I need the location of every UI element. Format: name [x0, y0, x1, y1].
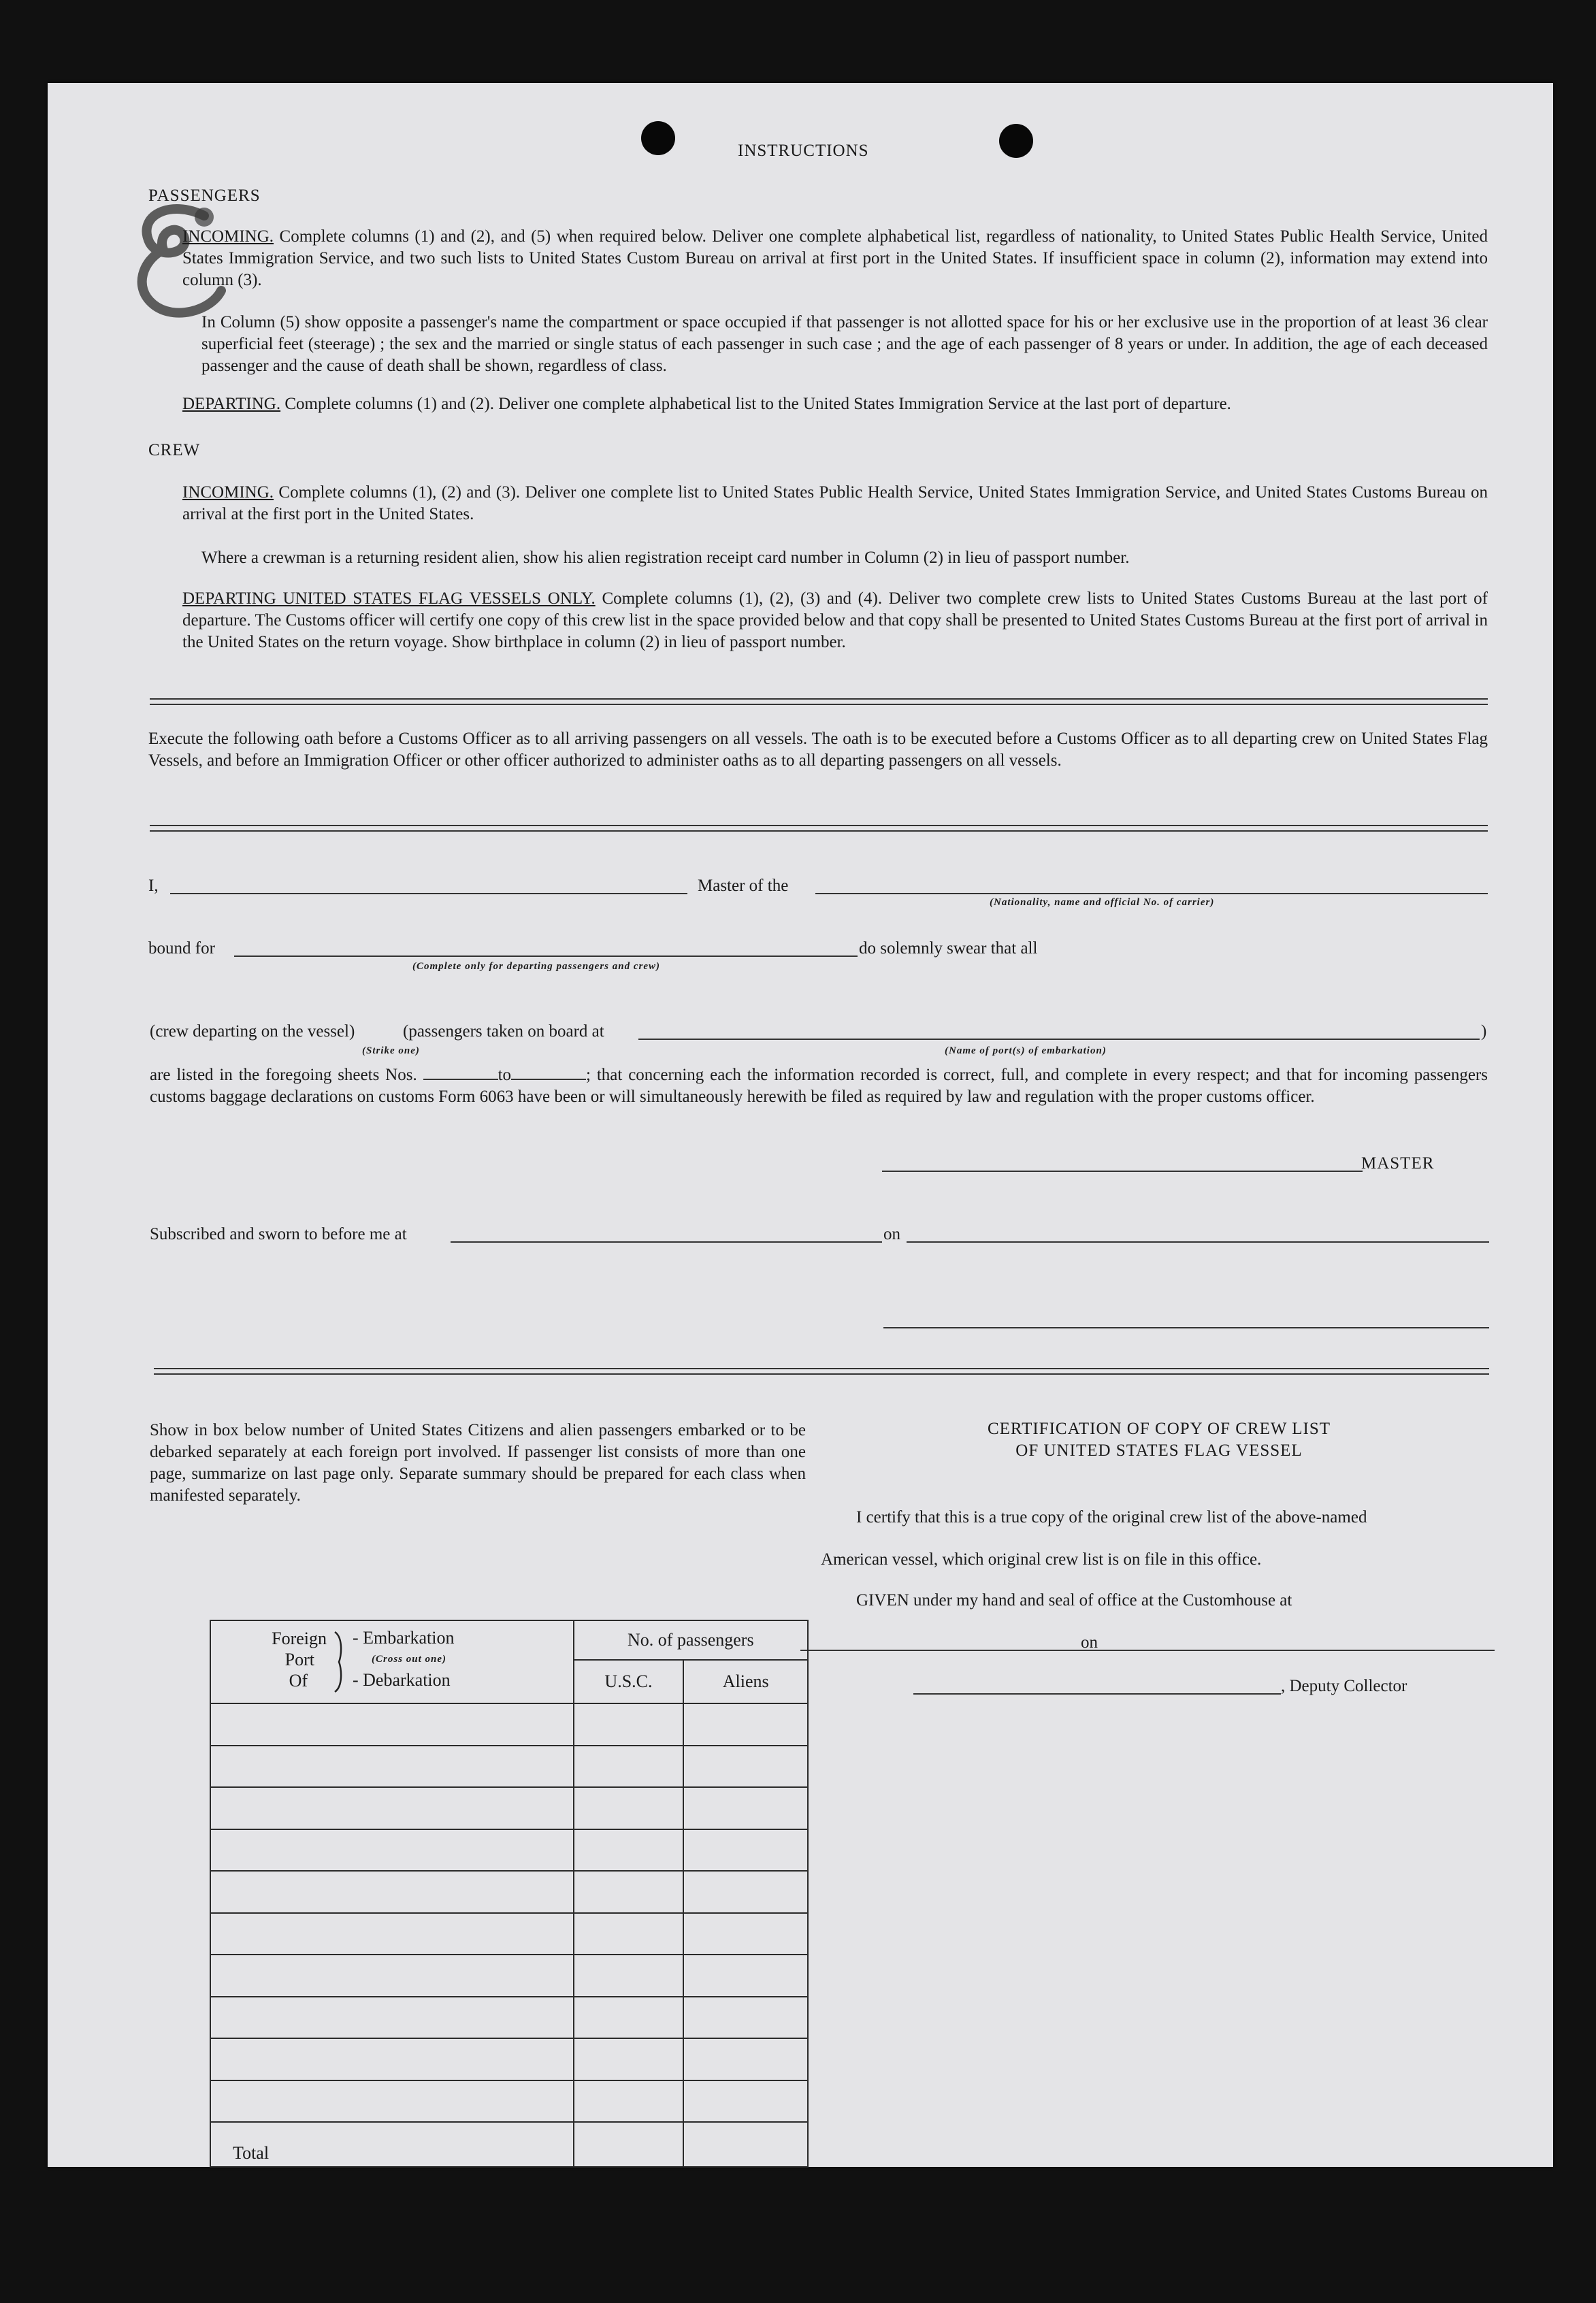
- sworn-date-field[interactable]: [907, 1241, 1489, 1243]
- port-cell[interactable]: [210, 2038, 574, 2080]
- port-header-port: Port: [284, 1650, 314, 1669]
- aliens-cell[interactable]: [683, 1787, 808, 1829]
- port-cell[interactable]: [210, 2080, 574, 2123]
- port-cell[interactable]: [210, 1746, 574, 1788]
- passengers-incoming-label: INCOMING.: [182, 227, 274, 246]
- table-row: [210, 1787, 808, 1829]
- carrier-field[interactable]: [815, 893, 1488, 894]
- crew-departing-label: DEPARTING UNITED STATES FLAG VESSELS ONLY.: [182, 589, 596, 608]
- aliens-cell[interactable]: [683, 1913, 808, 1955]
- master-signature-field[interactable]: [882, 1171, 1363, 1172]
- punch-hole-right: [999, 124, 1033, 158]
- usc-cell[interactable]: [574, 1787, 684, 1829]
- aliens-cell[interactable]: [683, 1703, 808, 1746]
- divider: [154, 1368, 1489, 1375]
- port-cell[interactable]: [210, 1703, 574, 1746]
- cert-date-field[interactable]: [1105, 1650, 1495, 1651]
- certify-text-2: American vessel, which original crew list is on file in this office.: [821, 1550, 1262, 1569]
- crew-departing-paragraph: [182, 588, 1488, 653]
- cross-out-caption: (Cross out one): [372, 1654, 447, 1665]
- certify-text-1: I certify that this is a true copy of the original crew list of the above-named: [856, 1508, 1367, 1526]
- divider: [150, 698, 1488, 705]
- carrier-caption: (Nationality, name and official No. of carrier): [990, 897, 1215, 908]
- passengers-heading: PASSENGERS: [148, 186, 261, 205]
- passengers-departing-text: Complete columns (1) and (2). Deliver one complete alphabetical list to the United States Immigration Service at the last port of departure.: [284, 395, 1231, 413]
- total-label: Total: [210, 2122, 574, 2167]
- master-of-label: Master of the: [698, 877, 789, 895]
- master-label: MASTER: [1361, 1154, 1435, 1173]
- oath-statement: [150, 1064, 1488, 1108]
- listed-text-b: ; that concerning each the information recorded is correct, full, and complete in every respect; and that for incoming passengers customs baggage declarations on customs Form 6063 have been or will simultaneously herewith be filed as required by law and regulation with the proper customs officer.: [150, 1066, 1488, 1106]
- page-title: INSTRUCTIONS: [738, 142, 869, 160]
- given-text: GIVEN under my hand and seal of office at the Customhouse at: [856, 1591, 1292, 1610]
- crew-departing-option[interactable]: (crew departing on the vessel): [150, 1022, 355, 1041]
- aliens-cell[interactable]: [683, 1955, 808, 1997]
- usc-cell[interactable]: [574, 1871, 684, 1913]
- sworn-on-label: on: [883, 1225, 900, 1243]
- sworn-place-field[interactable]: [451, 1241, 882, 1243]
- port-cell[interactable]: [210, 1787, 574, 1829]
- usc-cell[interactable]: [574, 1997, 684, 2039]
- total-row: [210, 2122, 808, 2167]
- usc-header: U.S.C.: [574, 1660, 684, 1703]
- certification-title-2: OF UNITED STATES FLAG VESSEL: [1015, 1441, 1303, 1460]
- cert-on-label: on: [1081, 1633, 1098, 1652]
- crew-incoming-label: INCOMING.: [182, 483, 274, 502]
- usc-cell[interactable]: [574, 2080, 684, 2123]
- bound-for-label: bound for: [148, 939, 215, 958]
- ports-caption: (Name of port(s) of embarkation): [945, 1045, 1107, 1056]
- close-paren: ): [1481, 1022, 1487, 1041]
- port-header-of: Of: [289, 1671, 308, 1690]
- divider: [150, 825, 1488, 832]
- no-passengers-header: No. of passengers: [574, 1620, 808, 1660]
- bound-for-caption: (Complete only for departing passengers and crew): [412, 961, 660, 972]
- aliens-cell[interactable]: [683, 1829, 808, 1872]
- master-name-field[interactable]: [170, 893, 687, 894]
- usc-cell[interactable]: [574, 1829, 684, 1872]
- embarkation-label[interactable]: - Embarkation: [353, 1628, 455, 1648]
- usc-cell[interactable]: [574, 1703, 684, 1746]
- port-cell[interactable]: [210, 1871, 574, 1913]
- table-row: [210, 1829, 808, 1872]
- crew-departing-text: Complete columns (1), (2), (3) and (4). Deliver two complete crew lists to United States Customs Bureau at the last port of departure. The Customs officer will certify one copy of this crew list in the space provided below and that copy shall be presented to United States Customs Bureau at the first port of arrival in the United States on the return voyage. Show birthplace in column (2) in lieu of passport number.: [182, 589, 1488, 651]
- subscribed-label: Subscribed and sworn to before me at: [150, 1225, 407, 1243]
- passenger-summary-table: [210, 1620, 809, 2168]
- table-row: [210, 1913, 808, 1955]
- strike-one-caption: (Strike one): [362, 1045, 420, 1056]
- deputy-signature-field[interactable]: [913, 1693, 1281, 1695]
- brace-icon: [332, 1631, 347, 1693]
- punch-hole-left: [641, 121, 675, 155]
- aliens-cell[interactable]: [683, 1997, 808, 2039]
- ports-field[interactable]: [638, 1039, 1480, 1040]
- swear-text: do solemnly swear that all: [859, 939, 1038, 958]
- deputy-collector-label: , Deputy Collector: [1281, 1677, 1407, 1695]
- aliens-cell[interactable]: [683, 1746, 808, 1788]
- table-row: [210, 1746, 808, 1788]
- aliens-cell[interactable]: [683, 2038, 808, 2080]
- passengers-incoming-paragraph: [182, 226, 1488, 291]
- aliens-header: Aliens: [683, 1660, 808, 1703]
- table-row: [210, 1871, 808, 1913]
- passengers-column5-paragraph: In Column (5) show opposite a passenger's name the compartment or space occupied if that passenger is not allotted space for his or her exclusive use in the proportion of at least 36 clear superficial feet (steerage) ; the sex and the married or single status of each passenger in such case ; and the age of each passenger of 8 years or under. In addition, the age of each deceased passenger and the cause of death shall be shown, regardless of class.: [201, 313, 1488, 375]
- usc-cell[interactable]: [574, 2038, 684, 2080]
- listed-to-label: to: [498, 1066, 512, 1084]
- table-row: [210, 2080, 808, 2123]
- port-cell[interactable]: [210, 1955, 574, 1997]
- table-row: [210, 1997, 808, 2039]
- passengers-incoming-text: Complete columns (1) and (2), and (5) when required below. Deliver one complete alphabetical list, regardless of nationality, to United States Public Health Service, United States Immigration Service, and two such lists to United States Custom Bureau on arrival at first port in the United States. If insufficient space in column (2), information may extend into column (3).: [182, 227, 1488, 289]
- passengers-departing-label: DEPARTING.: [182, 395, 281, 413]
- officer-signature-field[interactable]: [883, 1327, 1489, 1328]
- passengers-departing-paragraph: [182, 393, 1488, 415]
- summary-instructions: Show in box below number of United States Citizens and alien passengers embarked or to be debarked separately at each foreign port involved. If passenger list consists of more than one page, summarize on last page only. Separate summary should be prepared for each class when manifested separately.: [150, 1421, 806, 1505]
- port-cell[interactable]: [210, 1913, 574, 1955]
- port-cell[interactable]: [210, 1829, 574, 1872]
- table-row: [210, 1955, 808, 1997]
- document-page: [48, 83, 1553, 2167]
- usc-cell[interactable]: [574, 1955, 684, 1997]
- usc-cell[interactable]: [574, 1746, 684, 1788]
- certification-title-1: CERTIFICATION OF COPY OF CREW LIST: [987, 1420, 1331, 1438]
- listed-text-a: are listed in the foregoing sheets Nos.: [150, 1066, 417, 1084]
- total-aliens-cell[interactable]: [683, 2122, 808, 2167]
- oath-instructions: Execute the following oath before a Customs Officer as to all arriving passengers on all vessels. The oath is to be executed before a Customs Officer as to all departing crew on United States Flag Vessels, and before an Immigration Officer or other officer authorized to administer oaths as to all departing passengers on all vessels.: [148, 730, 1488, 770]
- aliens-cell[interactable]: [683, 1871, 808, 1913]
- passengers-taken-option[interactable]: (passengers taken on board at: [403, 1022, 604, 1041]
- usc-cell[interactable]: [574, 1913, 684, 1955]
- sheet-to-field[interactable]: [511, 1066, 586, 1080]
- debarkation-label[interactable]: - Debarkation: [353, 1670, 451, 1690]
- port-header-cell: [210, 1620, 574, 1703]
- sheet-from-field[interactable]: [423, 1066, 498, 1080]
- table-row: [210, 2038, 808, 2080]
- crew-incoming-text: Complete columns (1), (2) and (3). Deliver one complete list to United States Public Health Service, United States Immigration Service, and United States Customs Bureau on arrival at the first port in the United States.: [182, 483, 1488, 523]
- table-row: [210, 1703, 808, 1746]
- crew-heading: CREW: [148, 441, 201, 459]
- oath-i-label: I,: [148, 877, 159, 895]
- crew-incoming-paragraph: [182, 482, 1488, 525]
- bound-for-field[interactable]: [234, 956, 858, 957]
- total-usc-cell[interactable]: [574, 2122, 684, 2167]
- port-header-foreign: Foreign: [272, 1629, 327, 1648]
- aliens-cell[interactable]: [683, 2080, 808, 2123]
- crew-resident-paragraph: Where a crewman is a returning resident alien, show his alien registration receipt card number in Column (2) in lieu of passport number.: [201, 549, 1130, 567]
- port-cell[interactable]: [210, 1997, 574, 2039]
